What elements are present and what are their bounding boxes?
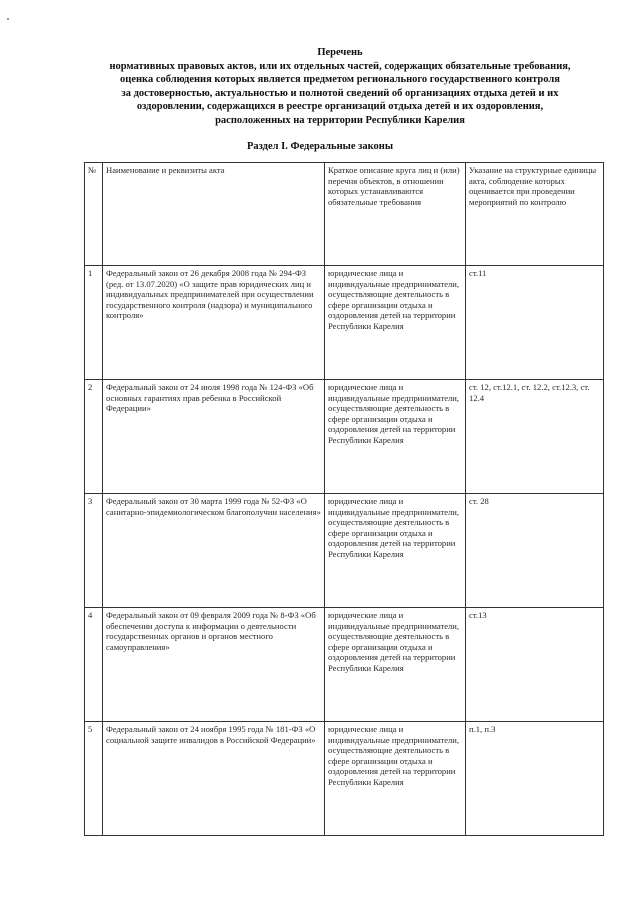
- header-name: Наименование и реквизиты акта: [103, 163, 325, 266]
- row-num: 5: [85, 722, 103, 836]
- row-act-name: Федеральный закон от 30 марта 1999 года № 52-ФЗ «О санитарно-эпидемиологическом благополучии населения»: [103, 494, 325, 608]
- row-units: ст. 12, ст.12.1, ст. 12.2, ст.12.3, ст. 12.4: [466, 380, 604, 494]
- row-act-name: Федеральный закон от 09 февраля 2009 года № 8-ФЗ «Об обеспечении доступа к информации о деятельности государственных органов и органов местного самоуправления»: [103, 608, 325, 722]
- table-row: [85, 608, 604, 722]
- row-num: 2: [85, 380, 103, 494]
- scan-speck: [7, 18, 9, 20]
- header-num: №: [85, 163, 103, 266]
- table-row: [85, 380, 604, 494]
- row-num: 4: [85, 608, 103, 722]
- row-units: п.1, п.3: [466, 722, 604, 836]
- document-title: [70, 46, 610, 128]
- table-row: [85, 266, 604, 380]
- title-line: расположенных на территории Республики Карелия: [215, 114, 465, 126]
- row-desc: юридические лица и индивидуальные предприниматели, осуществляющие деятельность в сфере организации отдыха и оздоровления детей на территории Республики Карелия: [325, 266, 466, 380]
- title-line: оценка соблюдения которых является предметом регионального государственного контроля: [120, 74, 560, 86]
- row-units: ст. 28: [466, 494, 604, 608]
- row-act-name: Федеральный закон от 24 июля 1998 года № 124-ФЗ «Об основных гарантиях прав ребенка в Российской Федерации»: [103, 380, 325, 494]
- table-row: [85, 494, 604, 608]
- row-desc: юридические лица и индивидуальные предприниматели, осуществляющие деятельность в сфере организации отдыха и оздоровления детей на территории Республики Карелия: [325, 494, 466, 608]
- row-num: 1: [85, 266, 103, 380]
- row-desc: юридические лица и индивидуальные предприниматели, осуществляющие деятельность в сфере организации отдыха и оздоровления детей на территории Республики Карелия: [325, 380, 466, 494]
- row-act-name: Федеральный закон от 24 ноября 1995 года № 181-ФЗ «О социальной защите инвалидов в Российской Федерации»: [103, 722, 325, 836]
- title-line: нормативных правовых актов, или их отдельных частей, содержащих обязательные требования,: [109, 60, 571, 72]
- title-line: Перечень: [317, 47, 363, 58]
- row-desc: юридические лица и индивидуальные предприниматели, осуществляющие деятельность в сфере организации отдыха и оздоровления детей на территории Республики Карелия: [325, 722, 466, 836]
- row-units: ст.13: [466, 608, 604, 722]
- row-desc: юридические лица и индивидуальные предприниматели, осуществляющие деятельность в сфере организации отдыха и оздоровления детей на территории Республики Карелия: [325, 608, 466, 722]
- section-title: Раздел I. Федеральные законы: [246, 141, 394, 152]
- row-num: 3: [85, 494, 103, 608]
- row-act-name: Федеральный закон от 26 декабря 2008 года № 294-ФЗ (ред. от 13.07.2020) «О защите прав юридических лиц и индивидуальных предпринимателей при осуществлении государственного контроля (надзора) и муниципального контроля»: [103, 266, 325, 380]
- title-line: за достоверностью, актуальностью и полнотой сведений об организациях отдыха детей и их: [121, 87, 559, 99]
- table-header-row: [85, 163, 604, 266]
- row-units: ст.11: [466, 266, 604, 380]
- title-line: оздоровлении, содержащихся в реестре организаций отдыха детей и их оздоровления,: [136, 101, 544, 113]
- header-desc: Краткое описание круга лиц и (или) перечня объектов, в отношении которых устанавливаются обязательные требования: [325, 163, 466, 266]
- table-row: [85, 722, 604, 836]
- header-units: Указание на структурные единицы акта, соблюдение которых оценивается при проведении мероприятий по контролю: [466, 163, 604, 266]
- acts-table: [84, 162, 604, 836]
